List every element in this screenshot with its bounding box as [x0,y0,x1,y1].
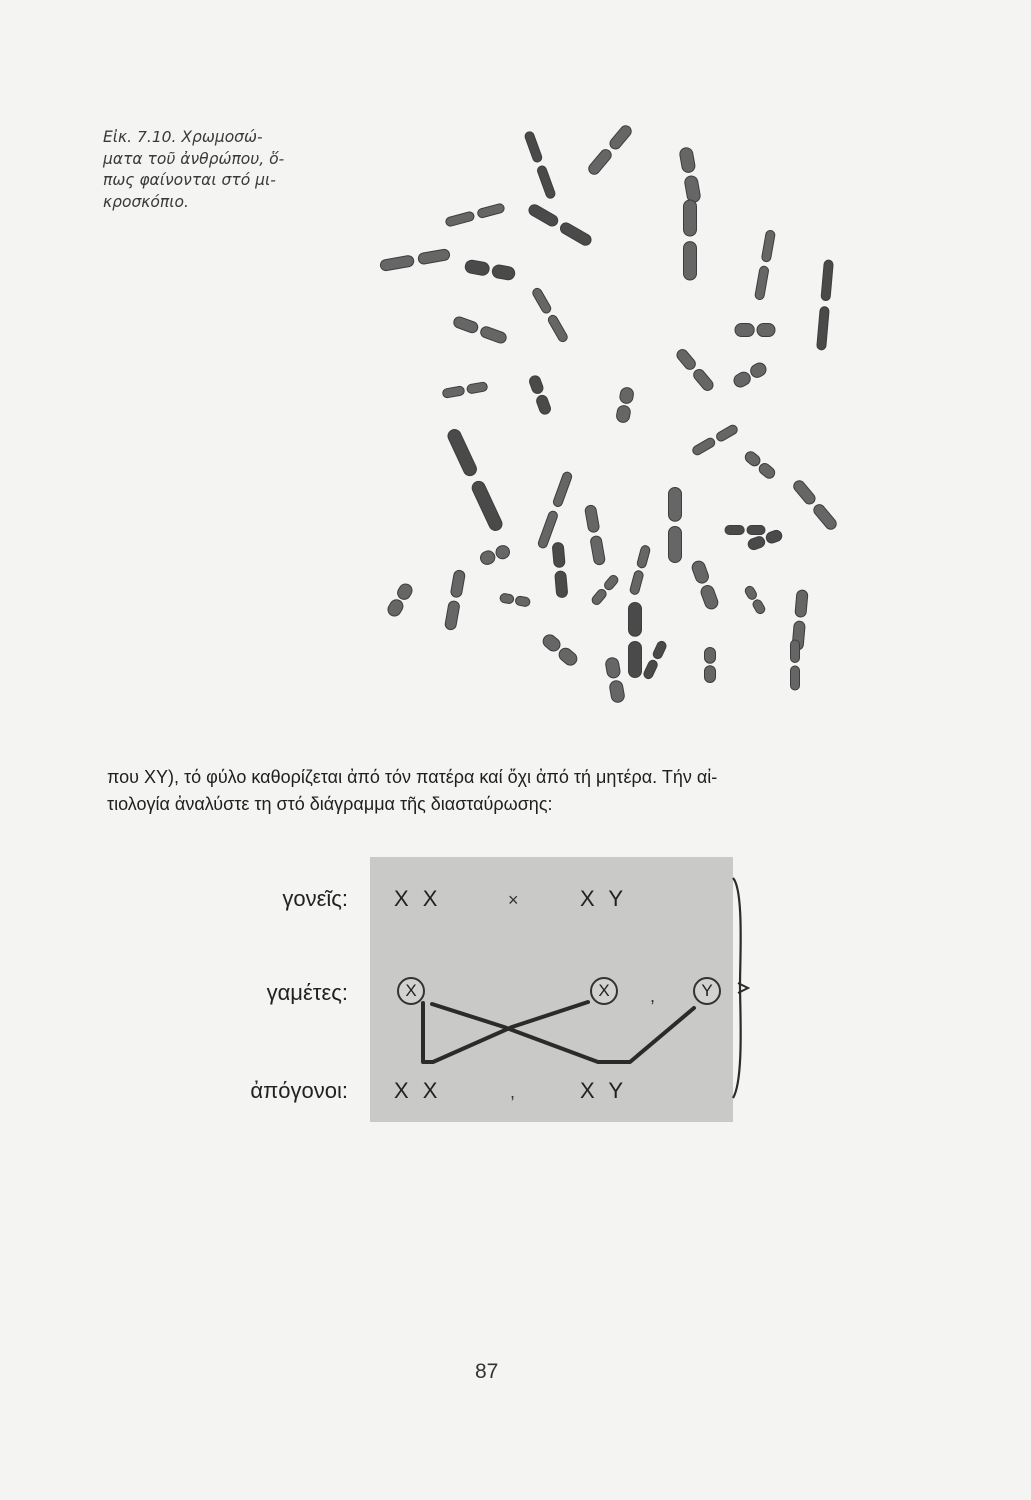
father-gamete-y: Y [693,977,721,1005]
body-line-1: που XY), τό φύλο καθορίζεται ἀπό τόν πατέρα καί ὄχι ἀπό τή μητέρα. Τήν αἰ- [107,767,718,787]
offspring-label: ἀπόγονοι: [250,1078,348,1103]
caption-line-3: πως φαίνονται στό μι- [103,171,276,189]
gamete-separator: , [650,986,656,1006]
cross-symbol: × [508,890,519,910]
body-line-2: τιολογία ἀναλύστε τη στό διάγραμμα τῆς διασταύρωσης: [107,794,553,814]
son-genotype: X Y [580,1078,628,1103]
father-gamete-x: X [590,977,618,1005]
page-number: 87 [475,1360,499,1383]
mother-gamete-x: X [397,977,425,1005]
caption-line-1: Εἰκ. 7.10. Χρωμοσώ- [103,128,263,146]
parents-label: γονεῖς: [282,886,348,911]
daughter-genotype: X X [394,1078,442,1103]
caption-line-4: κροσκόπιο. [103,192,189,211]
offspring-separator: , [510,1082,516,1102]
mother-genotype: X X [394,886,442,911]
caption-line-2: ματα τοῦ ἀνθρώπου, ὅ- [103,149,285,168]
father-genotype: X Y [580,886,628,911]
gametes-label: γαμέτες: [266,980,348,1005]
